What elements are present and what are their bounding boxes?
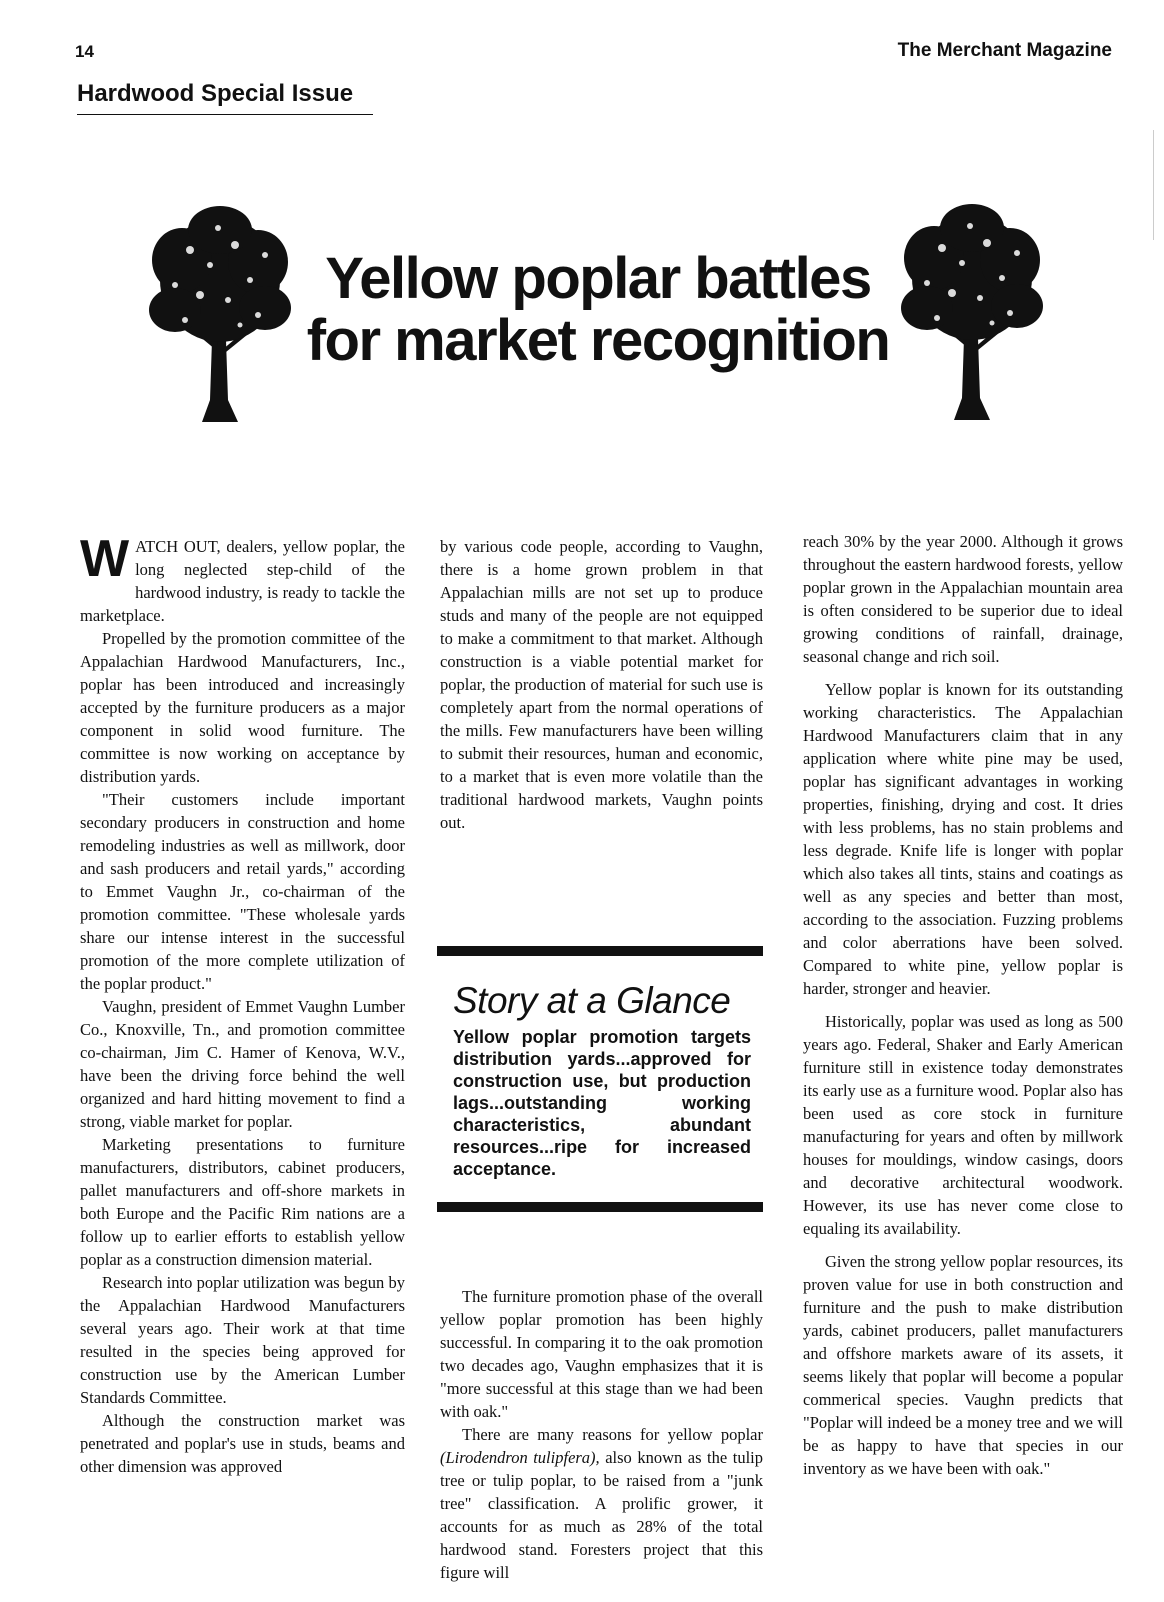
article-headline: Yellow poplar battles for market recognition (306, 246, 890, 373)
article-paragraph: There are many reasons for yellow poplar (Lirodendron tulipfera), also known as the tulip tree or tulip poplar, to be raised from a "junk tree" classification. A prolific grower, it accounts for as much as 28% of the total hardwood stand. Foresters project that this figure will (440, 1425, 763, 1582)
sidebar-title: Story at a Glance (453, 980, 731, 1021)
article-paragraph: Research into poplar utilization was begun by the Appalachian Hardwood Manufacturers several years ago. Their work at that time resulted in the species being approved for construction use by the American Lumber Standards Committee. (80, 1273, 405, 1407)
article-column-1 (80, 530, 405, 1478)
article-paragraph: WATCH OUT, dealers, yellow poplar, the long neglected step-child of the hardwood industry, is ready to tackle the marketplace. (80, 530, 405, 625)
article-paragraph: "Their customers include important secondary producers in construction and home remodeling industries as well as millwork, door and sash producers and retail yards," according to Emmet Vaughn Jr., co-chairman of the promotion committee. "These wholesale yards share our intense interest in the successful promotion of the more complete utilization of the poplar product." (80, 790, 405, 993)
article-paragraph: Marketing presentations to furniture manufacturers, distributors, cabinet producers, pallet manufacturers and off-shore markets in both Europe and the Pacific Rim nations are a follow up to earlier efforts to establish yellow poplar as a construction dimension material. (80, 1135, 405, 1269)
page-edge-mark (1153, 130, 1154, 240)
tree-icon (892, 198, 1052, 428)
section-label: Hardwood Special Issue (77, 80, 373, 115)
sidebar-text: Yellow poplar promotion targets distribution yards...approved for construction use, but production lags...outstanding working characteristics, abundant resources...ripe for increased acceptance. (453, 1027, 751, 1179)
sidebar-bottom-rule (437, 1202, 763, 1212)
article-paragraph: Propelled by the promotion committee of the Appalachian Hardwood Manufacturers, Inc., poplar has been introduced and increasingly accepted by the furniture producers as a major component in solid wood furniture. The committee is now working on acceptance by distribution yards. (80, 629, 405, 786)
page-number: 14 (75, 42, 94, 61)
drop-cap: W (80, 530, 130, 588)
article-paragraph: The furniture promotion phase of the overall yellow poplar promotion has been highly successful. In comparing it to the oak promotion two decades ago, Vaughn emphasizes that it is "more successful at this stage than we had been with oak." (440, 1287, 763, 1421)
article-paragraph: by various code people, according to Vaughn, there is a home grown problem in that Appalachian mills are not set up to produce studs and many of the people are not equipped to make a commitment to that market. Although construction is a viable potential market for poplar, the production of material for such use is completely apart from the normal operations of the mills. Few manufacturers have been willing to submit their resources, human and economic, to a market that is even more volatile than the traditional hardwood markets, Vaughn points out. (440, 537, 763, 832)
tree-icon (140, 200, 300, 430)
article-paragraph: Although the construction market was penetrated and poplar's use in studs, beams and other dimension was approved (80, 1411, 405, 1476)
species-name: (Lirodendron tulipfera), (440, 1448, 600, 1467)
article-paragraph: Vaughn, president of Emmet Vaughn Lumber Co., Knoxville, Tn., and promotion committee co-chairman, Jim C. Hamer of Kenova, W.V., have been the driving force behind the well organized and hard hitting movement to find a strong, viable market for poplar. (80, 997, 405, 1131)
article-paragraph: Historically, poplar was used as long as 500 years ago. Federal, Shaker and Early American furniture still in existence today demonstrates its early use as a furniture wood. Poplar also has been used as core stock in furniture manufacturing for years and often by millwork houses for mouldings, window casings, doors and decorative architectural woodwork. However, its use has never come close to equaling its availability. (803, 1012, 1123, 1238)
article-column-2-top (440, 535, 763, 834)
article-paragraph: Yellow poplar is known for its outstanding working characteristics. The Appalachian Hardwood Manufacturers claim that in any application where white pine may be used, poplar has significant advantages in working properties, finishing, drying and cost. It dries with less problems, has no stain problems and less degrade. Knife life is longer with poplar which also takes all tints, stains and coatings as well as any species and better than most, according to the association. Fuzzing problems and color aberrations have been solved. Compared to white pine, yellow poplar is harder, stronger and heavier. (803, 680, 1123, 998)
article-column-2-bottom (440, 1285, 763, 1584)
article-paragraph: Given the strong yellow poplar resources, its proven value for use in both construction and furniture and the push to make distribution yards, cabinet producers, pallet manufacturers and offshore markets aware of its assets, it seems likely that poplar will become a popular commerical species. Vaughn predicts that "Poplar will indeed be a money tree and we will be as happy to have that species in our inventory as we have been with oak." (803, 1252, 1123, 1478)
sidebar-top-rule (437, 946, 763, 956)
article-column-3 (803, 530, 1123, 1480)
magazine-title: The Merchant Magazine (897, 40, 1112, 61)
article-paragraph: reach 30% by the year 2000. Although it grows throughout the eastern hardwood forests, yellow poplar grown in the Appalachian mountain area is often considered to be superior due to ideal growing conditions of rainfall, drainage, seasonal change and rich soil. (803, 532, 1123, 666)
